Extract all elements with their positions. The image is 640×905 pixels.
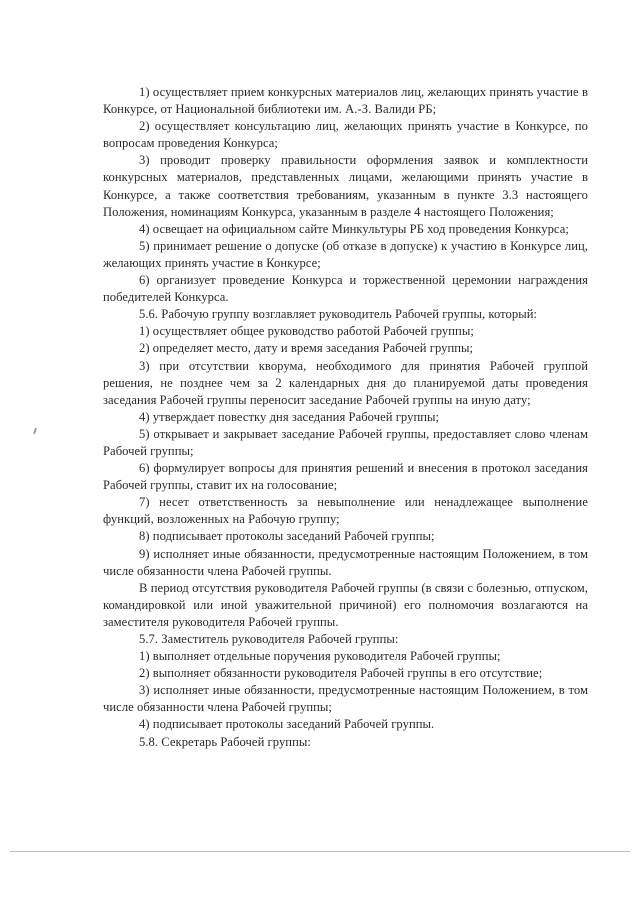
section-heading-5-8: 5.8. Секретарь Рабочей группы: bbox=[139, 734, 311, 749]
paragraph: 5) принимает решение о допуске (об отказе в допуске) к участию в Конкурсе лиц, желающих принять участие в Конкурсе; bbox=[103, 238, 588, 270]
paragraph: 1) выполняет отдельные поручения руководителя Рабочей группы; bbox=[139, 649, 501, 664]
paragraph: 4) освещает на официальном сайте Минкультуры РБ ход проведения Конкурса; bbox=[139, 221, 569, 236]
paragraph: 2) выполняет обязанности руководителя Рабочей группы в его отсутствие; bbox=[139, 666, 543, 681]
paragraph: 2) определяет место, дату и время заседания Рабочей группы; bbox=[139, 341, 474, 356]
paragraph: 1) осуществляет прием конкурсных материалов лиц, желающих принять участие в Конкурсе, от Национальной библиотеки им. А.-З. Валиди РБ; bbox=[103, 85, 588, 117]
paragraph: 8) подписывает протоколы заседаний Рабочей группы; bbox=[139, 529, 435, 544]
paragraph: 2) осуществляет консультацию лиц, желающих принять участие в Конкурсе, по вопросам проведения Конкурса; bbox=[103, 119, 588, 151]
paragraph: 7) несет ответственность за невыполнение или ненадлежащее выполнение функций, возложенных на Рабочую группу; bbox=[103, 495, 588, 527]
section-heading-5-6: 5.6. Рабочую группу возглавляет руководитель Рабочей группы, который: bbox=[139, 307, 538, 322]
document-page bbox=[103, 84, 588, 751]
paragraph: 1) осуществляет общее руководство работой Рабочей группы; bbox=[139, 324, 474, 339]
paragraph: 3) при отсутствии кворума, необходимого для принятия Рабочей группой решения, не позднее чем за 2 календарных дня до планируемой даты проведения заседания Рабочей группы переносит заседание Рабочей группы на иную дату; bbox=[103, 358, 588, 407]
paragraph: 6) формулирует вопросы для принятия решений и внесения в протокол заседания Рабочей группы, ставит их на голосование; bbox=[103, 461, 588, 493]
page-bottom-rule bbox=[10, 851, 630, 852]
scan-artifact-mark bbox=[33, 428, 37, 434]
paragraph: 3) проводит проверку правильности оформления заявок и комплектности конкурсных материалов, представленных лицами, желающими принять участие в Конкурсе, а также соответствия требованиям, указанным в пункте 3.3 настоящего Положения, номинациям Конкурса, указанным в разделе 4 настоящего Положения; bbox=[103, 153, 588, 219]
paragraph: В период отсутствия руководителя Рабочей группы (в связи с болезнью, отпуском, командировкой или иной уважительной причиной) его полномочия возлагаются на заместителя руководителя Рабочей группы. bbox=[103, 580, 588, 629]
paragraph: 6) организует проведение Конкурса и торжественной церемонии награждения победителей Конкурса. bbox=[103, 273, 588, 305]
paragraph: 3) исполняет иные обязанности, предусмотренные настоящим Положением, в том числе обязанности члена Рабочей группы; bbox=[103, 683, 588, 715]
paragraph: 5) открывает и закрывает заседание Рабочей группы, предоставляет слово членам Рабочей группы; bbox=[103, 426, 588, 458]
paragraph: 4) подписывает протоколы заседаний Рабочей группы. bbox=[139, 717, 435, 732]
section-heading-5-7: 5.7. Заместитель руководителя Рабочей группы: bbox=[139, 632, 399, 646]
paragraph: 4) утверждает повестку дня заседания Рабочей группы; bbox=[139, 409, 440, 424]
paragraph: 9) исполняет иные обязанности, предусмотренные настоящим Положением, в том числе обязанности члена Рабочей группы. bbox=[103, 546, 588, 578]
